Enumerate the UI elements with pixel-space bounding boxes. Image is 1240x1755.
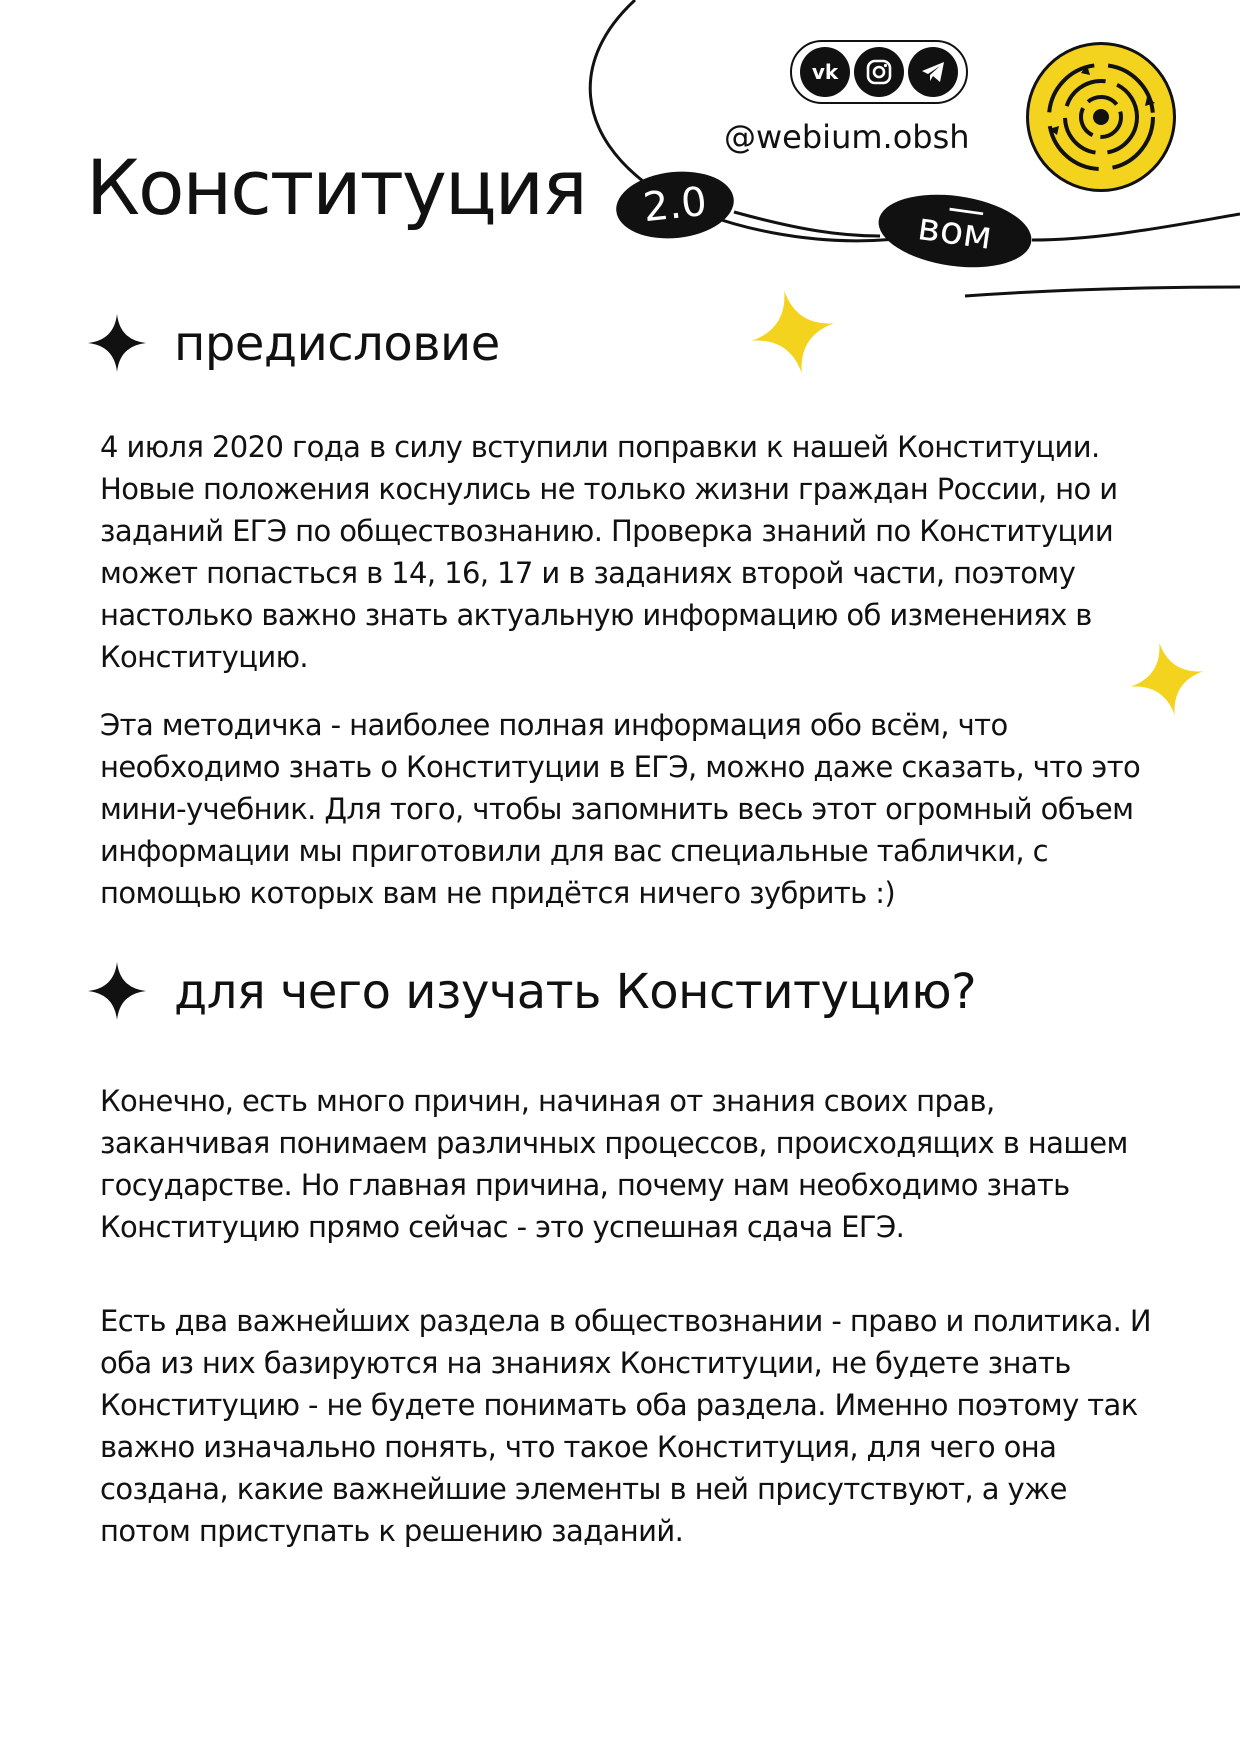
telegram-icon[interactable] (908, 47, 958, 97)
section-heading-preface: предисловие (174, 316, 500, 372)
paragraph: Конечно, есть много причин, начиная от знания своих прав, заканчивая понимаем различных процессов, происходящих в нашем государстве. Но главная причина, почему нам необходимо знать Конституцию прямо сейчас - это успешная сдача ЕГЭ. (100, 1084, 1128, 1244)
vk-icon[interactable]: vk (800, 47, 850, 97)
page-title: Конституция (86, 143, 586, 232)
brand-logo (1026, 42, 1176, 192)
social-handle: @webium.obsh (724, 118, 970, 156)
star-bullet-icon (88, 962, 146, 1020)
paragraph: Эта методичка - наиболее полная информация обо всём, что необходимо знать о Конституции в ЕГЭ, можно даже сказать, что это мини-учебник. Для того, чтобы запомнить весь этот огромный объем информации мы приготовили для вас специальные таблички, с помощью которых вам не придётся ничего зубрить :) (100, 708, 1141, 910)
instagram-icon[interactable] (854, 47, 904, 97)
school-badge: вo͞м (874, 186, 1036, 277)
version-badge: 2.0 (613, 166, 737, 244)
section-heading-why: для чего изучать Конституцию? (174, 964, 977, 1020)
paragraph: Есть два важнейших раздела в обществознании - право и политика. И оба из них базируются на знаниях Конституции, не будете знать Конституцию - не будете понимать оба раздела. Именно поэтому так важно изначально понять, что такое Конституция, для чего она создана, какие важнейшие элементы в ней присутствуют, а уже потом приступать к решению заданий. (100, 1304, 1151, 1548)
social-links (790, 40, 968, 104)
paragraph: 4 июля 2020 года в силу вступили поправки к нашей Конституции. Новые положения коснулись не только жизни граждан России, но и заданий ЕГЭ по обществознанию. Проверка знаний по Конституции может попасться в 14, 16, 17 и в заданиях второй части, поэтому настолько важно знать актуальную информацию об изменениях в Конституцию. (100, 430, 1118, 674)
sparkle-icon (746, 290, 840, 374)
star-bullet-icon (88, 314, 146, 372)
